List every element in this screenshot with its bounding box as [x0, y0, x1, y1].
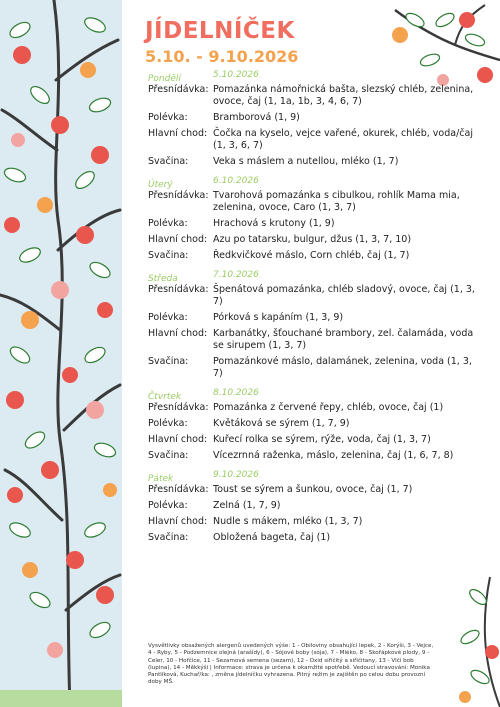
day-date: 7.10.2026	[213, 270, 259, 280]
leaf-branch-illustration	[440, 557, 500, 707]
meal-row	[148, 328, 478, 352]
day-friday	[148, 470, 478, 544]
meal-row	[148, 356, 478, 380]
day-date: 6.10.2026	[213, 176, 259, 186]
day-name: Pátek	[148, 474, 174, 484]
meal-label: Hlavní chod:	[148, 434, 208, 445]
meal-value: Pórková s kapáním (1, 3, 9)	[213, 312, 344, 323]
day-date: 9.10.2026	[213, 470, 259, 480]
day-tuesday	[148, 176, 478, 262]
meal-label: Polévka:	[148, 312, 188, 323]
day-name: Úterý	[148, 180, 173, 190]
meal-value: Nudle s mákem, mléko (1, 3, 7)	[213, 516, 363, 527]
meal-row	[148, 190, 478, 214]
meal-row	[148, 128, 478, 152]
meal-label: Hlavní chod:	[148, 128, 208, 139]
meal-label: Přesnídávka:	[148, 84, 209, 95]
meal-value: Květáková se sýrem (1, 7, 9)	[213, 418, 350, 429]
day-date: 5.10.2026	[213, 70, 259, 80]
header	[145, 18, 298, 69]
meal-label: Polévka:	[148, 500, 188, 511]
meal-label: Hlavní chod:	[148, 516, 208, 527]
allergen-footnote: Vysvětlivky obsažených alergenů uvedených výše: 1 - Obiloviny obsahující lepek, 2 - Korýši, 3 - Vejce, 4 - Ryby, 5 - Podzemnice olejná (arašídy), 6 - Sójové boby (sója), 7 - Mléko, 8 - Skořápkové plody, 9 - Celer, 10 - Hořčice, 11 - Sezamová semena (sezam), 12 - Oxid siřičitý a siřičitany, 13 - Vlčí bob (lupina), 14 - Měkkýši | Informace: strava je určena k okamžité spotřebě. Vedoucí stravování: Monika Pantlíková, Kuchař/ka: , změna jídelníčku vyhrazena. Pitný režim je zajištěn po celou dobu provozní doby MŠ.	[148, 643, 434, 686]
meal-label: Svačina:	[148, 156, 189, 167]
day-header	[148, 176, 478, 190]
meal-label: Polévka:	[148, 218, 188, 229]
meal-row	[148, 112, 478, 124]
meal-row	[148, 312, 478, 324]
day-header	[148, 70, 478, 84]
meal-row	[148, 156, 478, 168]
meal-value: Špenátová pomazánka, chléb sladový, ovoce, čaj (1, 3, 7)	[213, 284, 475, 307]
meal-value: Tvarohová pomazánka s cibulkou, rohlík Mama mia, zelenina, ovoce, Caro (1, 3, 7)	[213, 190, 460, 213]
meal-row	[148, 284, 478, 308]
meal-value: Bramborová (1, 9)	[213, 112, 300, 123]
day-header	[148, 270, 478, 284]
branch-decoration-bottom	[440, 557, 500, 707]
day-monday	[148, 70, 478, 168]
meal-row	[148, 250, 478, 262]
meal-value: Pomazánka námořnická bašta, slezský chléb, zelenina, ovoce, čaj (1, 1a, 1b, 3, 4, 6, 7)	[213, 84, 474, 107]
meal-label: Polévka:	[148, 418, 188, 429]
meal-row	[148, 516, 478, 528]
meal-value: Veka s máslem a nutellou, mléko (1, 7)	[213, 156, 399, 167]
meal-row	[148, 402, 478, 414]
day-thursday	[148, 388, 478, 462]
meal-row	[148, 484, 478, 496]
meal-value: Vícezrnná raženka, máslo, zelenina, čaj (1, 6, 7, 8)	[213, 450, 454, 461]
meal-value: Obložená bageta, čaj (1)	[213, 532, 331, 543]
day-date: 8.10.2026	[213, 388, 259, 398]
meal-row	[148, 450, 478, 462]
day-wednesday	[148, 270, 478, 380]
meal-label: Přesnídávka:	[148, 402, 209, 413]
meal-row	[148, 84, 478, 108]
meal-label: Přesnídávka:	[148, 190, 209, 201]
day-name: Pondělí	[148, 74, 181, 84]
meal-value: Ředkvičkové máslo, Corn chléb, čaj (1, 7)	[213, 250, 410, 261]
meal-value: Hrachová s krutony (1, 9)	[213, 218, 335, 229]
meal-row	[148, 500, 478, 512]
meal-row	[148, 218, 478, 230]
meal-row	[148, 234, 478, 246]
page-title: JÍDELNÍČEK	[145, 18, 295, 44]
meal-value: Kuřecí rolka se sýrem, rýže, voda, čaj (1, 3, 7)	[213, 434, 431, 445]
day-header	[148, 388, 478, 402]
apple-tree-illustration	[0, 0, 122, 707]
menu-days	[148, 70, 478, 552]
meal-row	[148, 532, 478, 544]
meal-value: Azu po tatarsku, bulgur, džus (1, 3, 7, 10)	[213, 234, 412, 245]
meal-label: Hlavní chod:	[148, 234, 208, 245]
meal-label: Svačina:	[148, 250, 189, 261]
meal-label: Svačina:	[148, 356, 189, 367]
day-name: Středa	[148, 274, 178, 284]
meal-label: Přesnídávka:	[148, 284, 209, 295]
meal-label: Hlavní chod:	[148, 328, 208, 339]
meal-value: Pomazánka z červené řepy, chléb, ovoce, čaj (1)	[213, 402, 444, 413]
meal-value: Karbanátky, šťouchané brambory, zel. čalamáda, voda se sirupem (1, 3, 7)	[213, 328, 474, 351]
meal-label: Polévka:	[148, 112, 188, 123]
day-header	[148, 470, 478, 484]
meal-label: Svačina:	[148, 450, 189, 461]
meal-label: Přesnídávka:	[148, 484, 209, 495]
meal-row	[148, 434, 478, 446]
date-range: 5.10. - 9.10.2026	[145, 47, 299, 66]
day-name: Čtvrtek	[148, 392, 182, 402]
meal-value: Pomazánkové máslo, dalamánek, zelenina, voda (1, 3, 7)	[213, 356, 472, 379]
apple-tree-decoration	[0, 0, 122, 707]
meal-row	[148, 418, 478, 430]
meal-value: Zelná (1, 7, 9)	[213, 500, 281, 511]
meal-label: Svačina:	[148, 532, 189, 543]
meal-value: Čočka na kyselo, vejce vařené, okurek, chléb, voda/čaj (1, 3, 6, 7)	[213, 128, 473, 151]
meal-value: Toust se sýrem a šunkou, ovoce, čaj (1, 7)	[213, 484, 413, 495]
